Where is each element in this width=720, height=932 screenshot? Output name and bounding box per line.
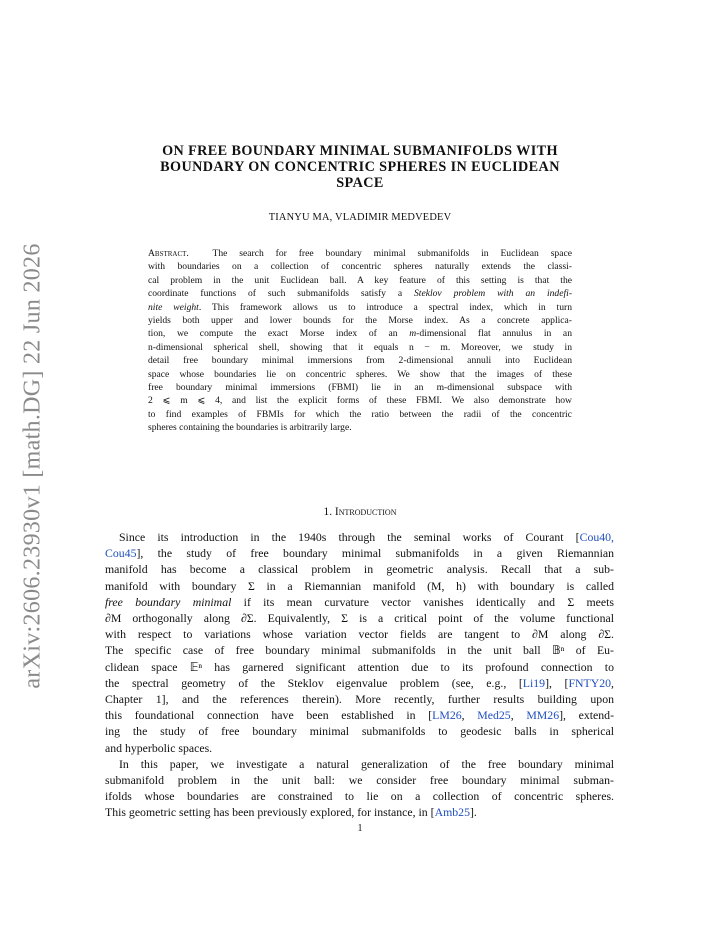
text-line: this foundational connection have been established in [LM26, Med25, MM26], extend- [105, 708, 615, 723]
section-heading: 1. Introduction [323, 506, 397, 518]
citation-link[interactable]: Li19 [522, 675, 546, 690]
citation-link[interactable]: Amb25 [434, 805, 470, 820]
text-line: In this paper, we investigate a natural generalization of the free boundary minimal [119, 756, 614, 771]
text-line: ifolds whose boundaries are constrained to lie on a collection of concentric spheres. [105, 789, 614, 804]
text-line: Since its introduction in the 1940s through the seminal works of Courant [Cou40, [119, 530, 614, 544]
abstract-label: Abstract. [148, 248, 189, 259]
title-line: ON FREE BOUNDARY MINIMAL SUBMANIFOLDS WITH [162, 143, 558, 159]
citation-link[interactable]: FNTY20 [568, 675, 612, 690]
abstract-line: free boundary minimal immersions (FBMI) lie in an m-dimensional subspace with [148, 382, 572, 394]
abstract-line: spheres containing the boundaries is arbitrarily large. [148, 422, 352, 434]
abstract-line: with boundaries on a collection of concentric spheres naturally extends the classi- [148, 261, 572, 273]
citation-link[interactable]: Cou45 [105, 546, 137, 561]
text-line: This geometric setting has been previously explored, for instance, in [Amb25]. [105, 805, 477, 820]
text-line: manifold has become a classical problem in geometric analysis. Recall that a sub- [105, 562, 614, 577]
text-line: ing the study of free boundary minimal submanifolds to geodesic balls in spherical [105, 724, 614, 739]
paragraph-1 [105, 529, 614, 756]
text-line: clidean space 𝔼ⁿ has garnered significant attention due to its profound connection to [105, 659, 614, 674]
text-line: Cou45], the study of free boundary minimal submanifolds in a given Riemannian [105, 546, 614, 561]
title-line: BOUNDARY ON CONCENTRIC SPHERES IN EUCLIDEAN [160, 159, 560, 175]
text-line: submanifold problem in the unit ball: we consider free boundary minimal subman- [105, 773, 614, 788]
text-line: and hyperbolic spaces. [105, 740, 213, 755]
title-line: SPACE [336, 175, 384, 191]
author-list: TIANYU MA, VLADIMIR MEDVEDEV [268, 212, 452, 223]
abstract-line: cal problem in the unit Euclidean ball. A key feature of this setting is that the [148, 274, 572, 286]
abstract-line: Abstract. The search for free boundary minimal submanifolds in Euclidean space [148, 248, 573, 259]
citation-link[interactable]: MM26 [526, 708, 560, 723]
text-line: The specific case of free boundary minimal submanifolds in the unit ball 𝔹ⁿ of Eu- [105, 643, 614, 658]
text-line: free boundary minimal if its mean curvature vector vanishes identically and Σ meets [105, 594, 614, 609]
abstract [148, 247, 572, 435]
paper-title [120, 143, 600, 191]
abstract-line: coordinate functions of such submanifolds satisfy a Steklov problem with an indefi- [148, 288, 573, 300]
text-line: Chapter 1], and the references therein). More recently, further results building upon [105, 692, 614, 707]
abstract-line: to find examples of FBMIs for which the ratio between the radii of the concentric [148, 408, 572, 420]
text-line: manifold with boundary Σ in a Riemannian manifold (M, h) with boundary is called [105, 578, 614, 593]
abstract-line: space whose boundaries lie on concentric spheres. We show that the images of these [148, 368, 572, 380]
citation-link[interactable]: LM26 [432, 708, 462, 723]
abstract-line: n-dimensional spherical shell, showing that it equals n − m. Moreover, we study in [148, 341, 572, 353]
text-line: the spectral geometry of the Steklov eigenvalue problem (see, e.g., [Li19], [FNTY20, [105, 675, 614, 690]
text-line: ∂M orthogonally along ∂Σ. Equivalently, Σ is a critical point of the volume functional [105, 611, 614, 626]
abstract-line: tion, we compute the exact Morse index of an m-dimensional flat annulus in an [148, 328, 572, 340]
abstract-line: nite weight. This framework allows us to introduce a spectral index, which in turn [148, 301, 572, 313]
arxiv-identifier: arXiv:2606.23930v1 [math.DG] 22 Jun 2026 [19, 243, 46, 689]
introduction-body [105, 529, 614, 821]
abstract-line: yields both upper and lower bounds for the Morse index. As a concrete applica- [148, 315, 572, 327]
abstract-line: 2 ⩽ m ⩽ 4, and list the explicit forms of these FBMI. We also demonstrate how [148, 395, 572, 407]
citation-link[interactable]: Cou40, [579, 530, 614, 544]
abstract-line: detail free boundary minimal immersions from 2-dimensional annuli into Euclidean [148, 355, 572, 367]
page-number: 1 [357, 823, 363, 834]
text-line: with respect to variations whose variation vector fields are tangent to ∂M along ∂Σ. [105, 627, 614, 642]
paragraph-2 [105, 756, 614, 821]
citation-link[interactable]: Med25 [477, 708, 511, 723]
